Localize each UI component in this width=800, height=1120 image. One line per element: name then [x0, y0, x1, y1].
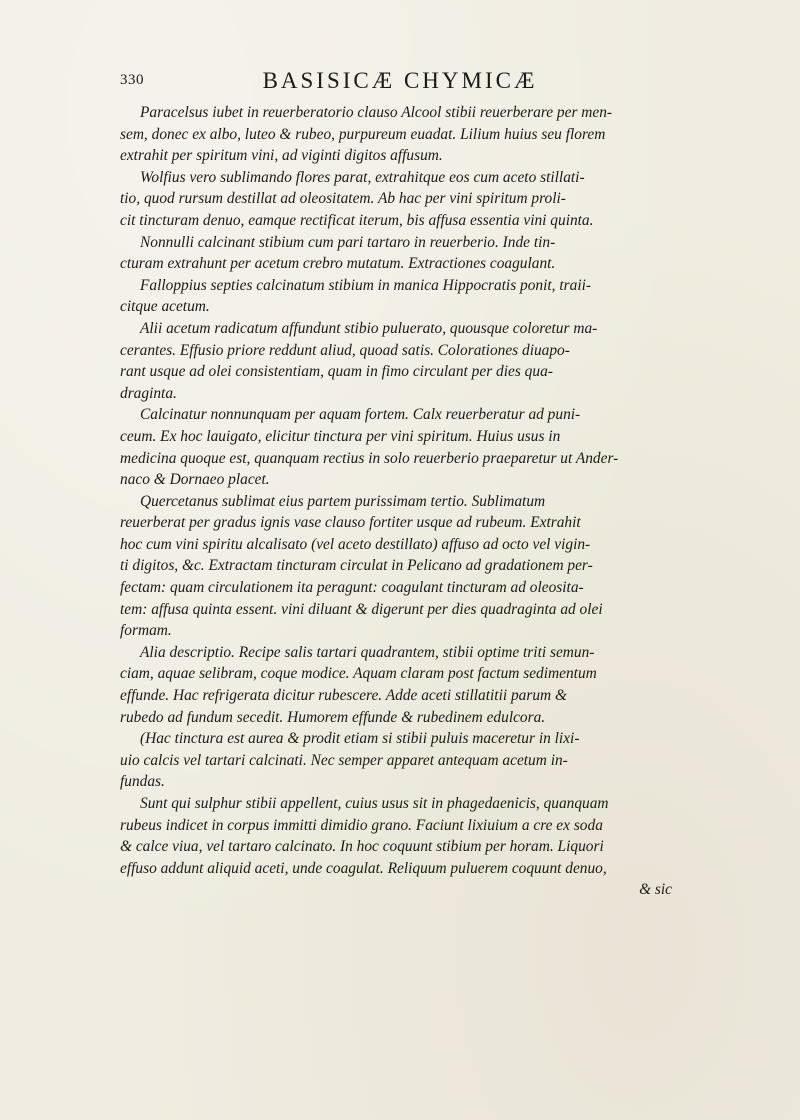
text-line: Quercetanus sublimat eius partem purissimam tertio. Sublimatum	[140, 492, 546, 510]
text-line: tio, quod rursum destillat ad oleositatem. Ab hac per vini spiritum proli-	[120, 190, 566, 208]
text-line: Sunt qui sulphur stibii appellent, cuius usus sit in phagedaenicis, quanquam	[140, 795, 609, 812]
text-line: effuso addunt aliquid aceti, unde coagulat. Reliquum puluerem coquunt denuo,	[120, 859, 607, 877]
page-number: 330	[120, 72, 144, 88]
text-line: fectam: quam circulationem ita peragunt: coagulant tincturam ad oleosita-	[120, 579, 584, 597]
text-line: tem: affusa quinta essent. vini diluant & digerunt per dies quadraginta ad olei	[120, 600, 603, 618]
text-line: Nonnulli calcinant stibium cum pari tartaro in reuerberio. Inde tin-	[140, 233, 556, 251]
text-line: rubeus indicet in corpus immitti dimidio grano. Faciunt lixiuium a cre ex soda	[120, 816, 603, 834]
text-line: Wolfius vero sublimando flores parat, extrahitque eos cum aceto stillati-	[140, 168, 585, 186]
body-text	[120, 102, 672, 901]
text-line: ciam, aquae selibram, coque modice. Aquam claram post factum sedimentum	[120, 665, 597, 683]
text-line: hoc cum vini spiritu alcalisato (vel aceto destillato) affuso ad octo vel vigin-	[120, 535, 591, 553]
running-title: BASISICÆ CHYMICÆ	[262, 68, 538, 93]
text-line: fundas.	[120, 773, 165, 791]
running-head	[120, 68, 680, 98]
text-line: sem, donec ex albo, luteo & rubeo, purpureum euadat. Lilium huius seu florem	[120, 125, 606, 143]
text-line: Calcinatur nonnunquam per aquam fortem. Calx reuerberatur ad puni-	[140, 406, 581, 424]
text-line: Paracelsus iubet in reuerberatorio clauso Alcool stibii reuerberare per men-	[140, 104, 613, 121]
text-line: Falloppius septies calcinatum stibium in manica Hippocratis ponit, traii-	[140, 276, 592, 294]
text-line: cit tincturam denuo, eamque rectificat iterum, bis affusa essentia vini quinta.	[120, 211, 594, 229]
text-line: (Hac tinctura est aurea & prodit etiam si stibii puluis maceretur in lixi-	[140, 730, 580, 748]
text-line: cerantes. Effusio priore reddunt aliud, quoad satis. Colorationes diuapo-	[120, 341, 570, 359]
text-line: rubedo ad fundum secedit. Humorem effunde & rubedinem edulcora.	[120, 708, 546, 726]
text-line: uio calcis vel tartari calcinati. Nec semper apparet antequam acetum in-	[120, 751, 568, 769]
text-line: ceum. Ex hoc lauigato, elicitur tinctura per vini spiritum. Huius usus in	[120, 427, 561, 445]
text-line: reuerberat per gradus ignis vase clauso fortiter usque ad rubeum. Extrahit	[120, 514, 581, 532]
text-line: ti digitos, &c. Extractam tincturam circulat in Pelicano ad gradationem per-	[120, 557, 593, 575]
text-line: & calce viua, vel tartaro calcinato. In hoc coquunt stibium per horam. Liquori	[120, 838, 604, 856]
text-line: formam.	[120, 622, 172, 640]
text-line: medicina quoque est, quanquam rectius in solo reuerberio praeparetur ut Ander-	[120, 449, 619, 467]
catchword: & sic	[639, 881, 672, 899]
text-line: draginta.	[120, 384, 177, 402]
text-line: Alii acetum radicatum affundunt stibio puluerato, quousque coloretur ma-	[140, 319, 598, 337]
text-line: extrahit per spiritum vini, ad viginti digitos affusum.	[120, 147, 443, 165]
text-line: effunde. Hac refrigerata dicitur rubescere. Adde aceti stillatitii parum &	[120, 687, 567, 705]
text-line: cturam extrahunt per acetum crebro mutatum. Extractiones coagulant.	[120, 255, 556, 273]
text-line: rant usque ad olei consistentiam, quam in fimo circulant per dies qua-	[120, 363, 553, 381]
text-line: naco & Dornaeo placet.	[120, 471, 270, 489]
text-line: citque acetum.	[120, 298, 210, 316]
text-line: Alia descriptio. Recipe salis tartari quadrantem, stibii optime triti semun-	[140, 643, 595, 661]
